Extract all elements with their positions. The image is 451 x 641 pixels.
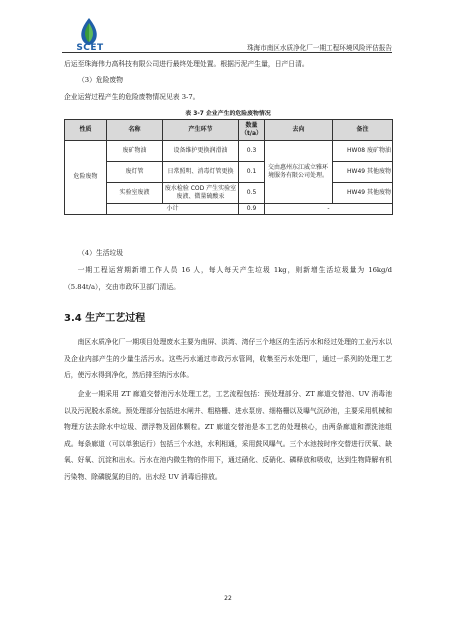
cell-total-label: 小计 — [107, 204, 239, 215]
cell-name: 废矿物油 — [107, 141, 163, 162]
page-number: 22 — [224, 595, 232, 602]
hazardous-waste-table — [64, 119, 393, 215]
paragraph-sludge-disposal: 后运至珠海伟力高科技有限公司进行最终处理处置。根据污泥产生量，日产日清。 — [64, 60, 309, 68]
table-row — [65, 183, 393, 204]
cell-note: HW49 其他废物 — [333, 183, 393, 204]
table-total-row — [65, 204, 393, 215]
cell-stage: 日常照明、消毒灯管更换 — [163, 162, 239, 183]
cell-total-quantity: 0.9 — [239, 204, 265, 215]
col-header-quantity: 数量（t/a） — [239, 120, 265, 141]
table-row — [65, 162, 393, 183]
paragraph-domestic-waste: 一期工程运营期新增工作人员 16 人，每人每天产生垃圾 1kg，则新增生活垃圾量为 16kg/d（5.84t/a），交由市政环卫部门清运。 — [64, 266, 392, 291]
cell-total-destination: - — [265, 204, 393, 215]
logo-text: SCET — [76, 43, 104, 53]
cell-stage: 废水检验 COD 产生实验室废液、微量硫酸汞 — [163, 183, 239, 204]
cell-name: 实验室废液 — [107, 183, 163, 204]
cell-stage: 设备维护更换润滑油 — [163, 141, 239, 162]
cell-name: 废灯管 — [107, 162, 163, 183]
cell-nature: 危险废物 — [65, 141, 107, 215]
cell-note: HW08 废矿物油 — [333, 141, 393, 162]
cell-quantity: 0.3 — [239, 141, 265, 162]
heading-hazardous-waste: （3）危险废物 — [78, 76, 124, 84]
table-header-row — [65, 120, 393, 141]
col-header-nature: 性质 — [65, 120, 107, 141]
col-header-note: 备注 — [333, 120, 393, 141]
cell-quantity: 0.5 — [239, 183, 265, 204]
header-divider — [62, 52, 392, 53]
col-header-name: 名称 — [107, 120, 163, 141]
table-caption: 表 3-7 企业产生的危险废物情况 — [185, 111, 271, 117]
cell-destination: 交由惠州东江威立雅环境服务有限公司处理。 — [265, 141, 333, 204]
section-title: 3.4 生产工艺过程 — [64, 313, 146, 324]
cell-quantity: 0.1 — [239, 162, 265, 183]
heading-domestic-waste: （4）生活垃圾 — [78, 249, 124, 257]
table-row — [65, 141, 393, 162]
col-header-stage: 产生环节 — [163, 120, 239, 141]
paragraph-process-overview: 南区水质净化厂一期项目处理废水主要为南屏、洪湾、湾仔三个地区的生活污水和经过处理的工业污水以及企业内部产生的少量生活污水。这些污水通过市政污水管网，收集至污水处理厂，通过一系列的处理工艺后，使污水得到净化，然后排至纳污水体。 — [64, 338, 392, 380]
paragraph-process-details: 企业一期采用 ZT 廊道交替池污水处理工艺，工艺流程包括：预处理部分、ZT 廊道交替池、UV 消毒池以及污泥脱水系统。预处理部分包括进水闸井、粗格栅、进水泵房、细格栅以及曝气沉砂池，主要采用机械和物理方法去除水中垃圾、漂浮物及固体颗粒。ZT 廊道交替池是本工艺的处理核心，由两条廊道和漂洗池组成。每条廊道（可以单独运行）包括三个水池，水利相通，采用鼓风曝气。三个水池按时序交替进行厌氧、缺氧、好氧、沉淀和出水。污水在池内微生物的作用下，通过硝化、反硝化、磷释放和吸收，达到生物降解有机污染物、除磷脱氮的目的。出水经 UV 消毒后排放。 — [64, 390, 392, 481]
header-title: 珠海市南区水质净化厂一期工程环境风险评估报告 — [246, 44, 392, 52]
paragraph-hazardous-intro: 企业运营过程产生的危险废物情况见表 3-7。 — [64, 93, 200, 101]
col-header-destination: 去向 — [265, 120, 333, 141]
cell-note: HW49 其他废物 — [333, 162, 393, 183]
